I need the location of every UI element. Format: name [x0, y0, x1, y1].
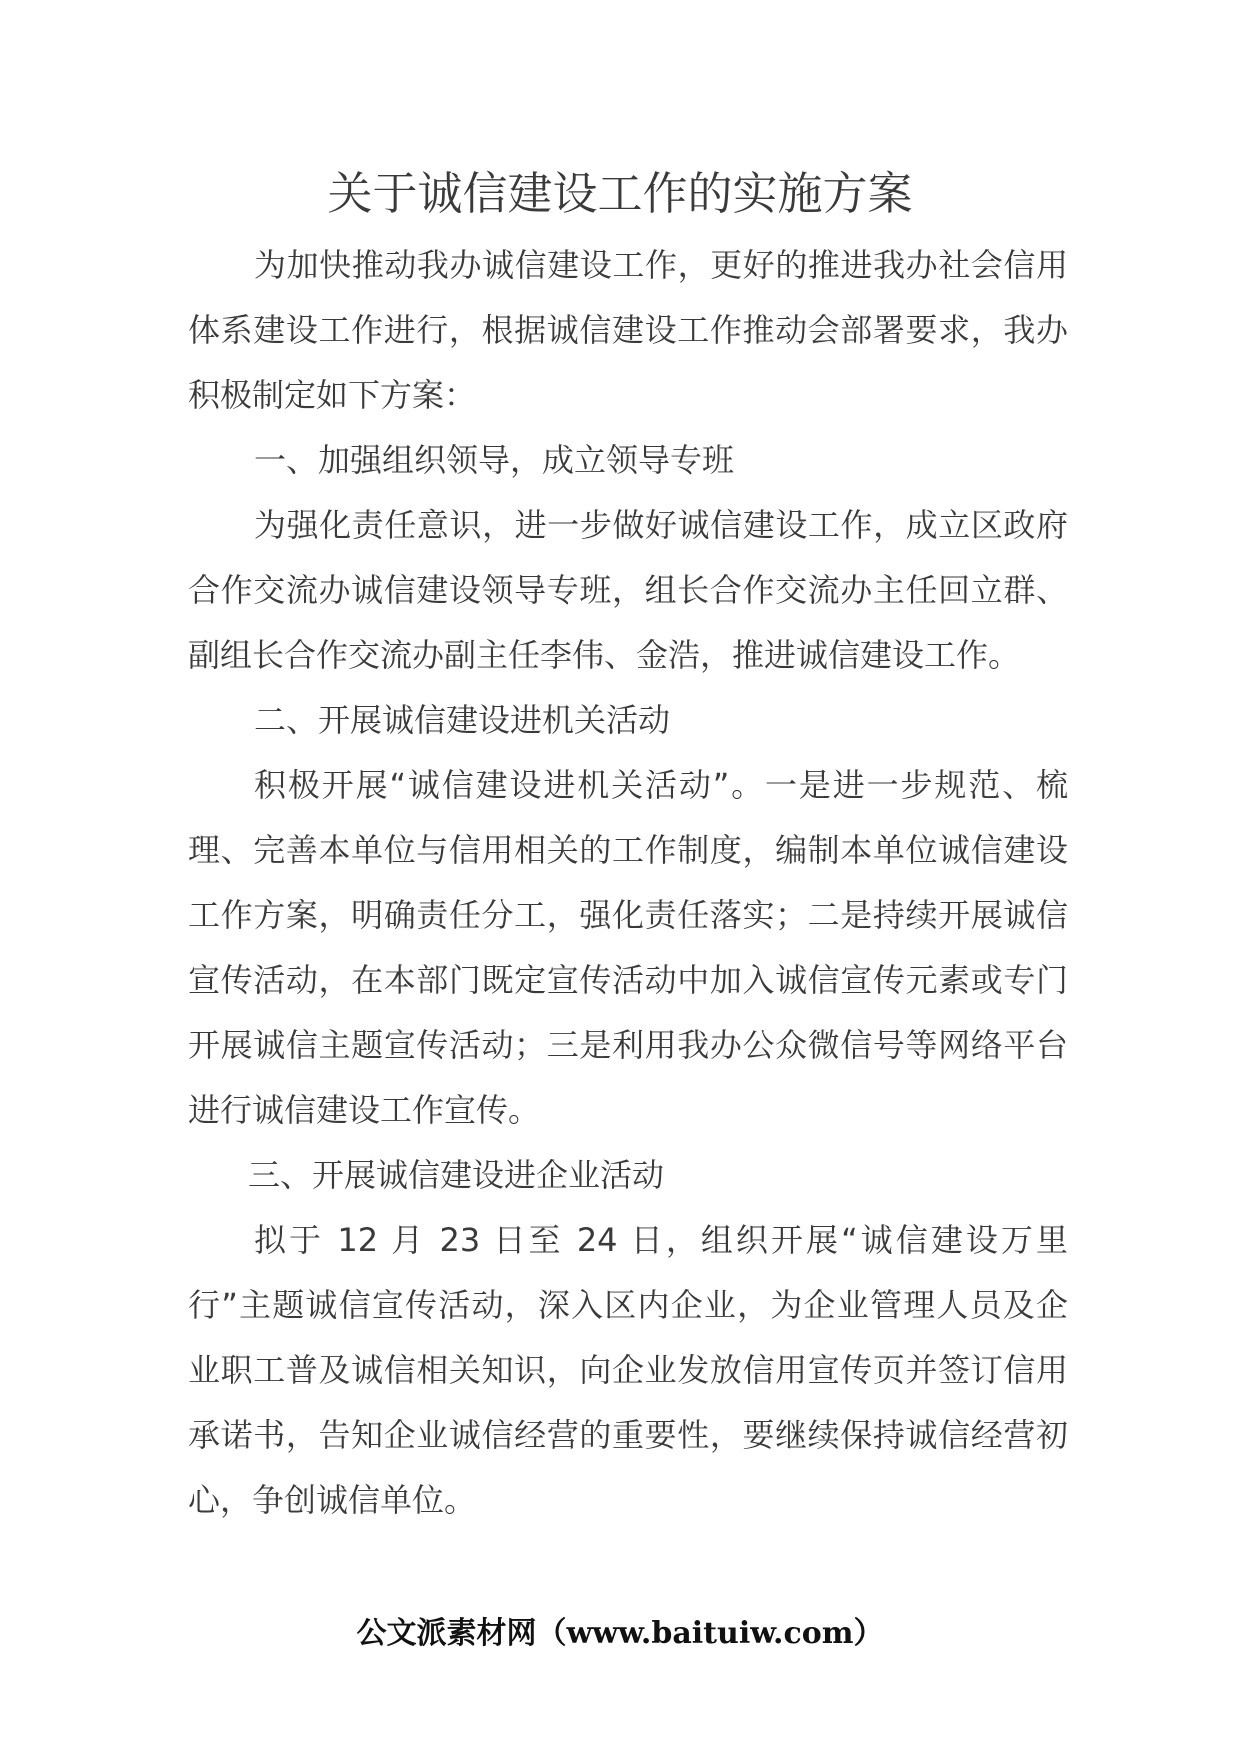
section-1-heading: 一、加强组织领导，成立领导专班: [254, 441, 735, 479]
section-1-body: 为强化责任意识，进一步做好诚信建设工作，成立区政府合作交流办诚信建设领导专班，组长合作交流办主任回立群、副组长合作交流办副主任李伟、金浩，推进诚信建设工作。: [188, 506, 1068, 674]
section-2-heading: 二、开展诚信建设进机关活动: [254, 701, 671, 739]
section-2-body: 积极开展“诚信建设进机关活动”。一是进一步规范、梳理、完善本单位与信用相关的工作制度，编制本单位诚信建设工作方案，明确责任分工，强化责任落实；二是持续开展诚信宣传活动，在本部门既定宣传活动中加入诚信宣传元素或专门开展诚信主题宣传活动；三是利用我办公众微信号等网络平台进行诚信建设工作宣传。: [188, 766, 1068, 1129]
intro-paragraph: 为加快推动我办诚信建设工作，更好的推进我办社会信用体系建设工作进行，根据诚信建设工作推动会部署要求，我办积极制定如下方案：: [188, 246, 1068, 414]
document-title: 关于诚信建设工作的实施方案: [327, 167, 913, 220]
footer-source: 公文派素材网（www.baituiw.com）: [356, 1616, 884, 1651]
document-body: [188, 233, 1068, 1533]
section-3-heading: 三、开展诚信建设进企业活动: [248, 1156, 665, 1194]
section-3-body: 拟于 12 月 23 日至 24 日，组织开展“诚信建设万里行”主题诚信宣传活动，深入区内企业，为企业管理人员及企业职工普及诚信相关知识，向企业发放信用宣传页并签订信用承诺书，告知企业诚信经营的重要性，要继续保持诚信经营初心，争创诚信单位。: [188, 1221, 1068, 1519]
